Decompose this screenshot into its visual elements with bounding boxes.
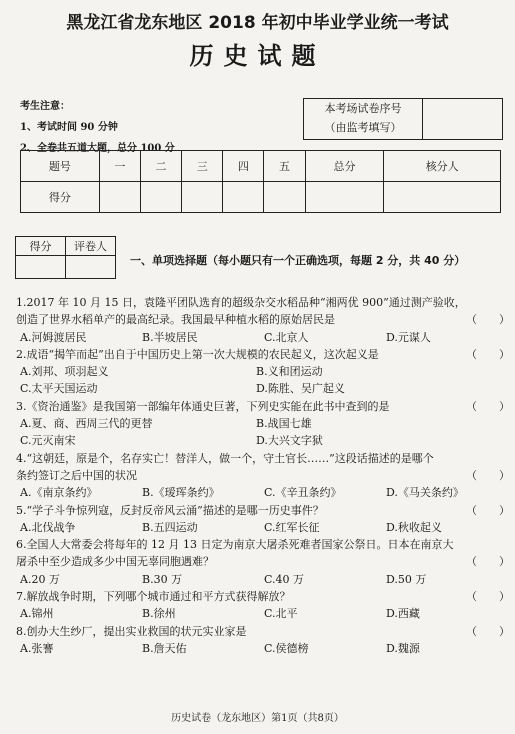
score-value-row — [21, 182, 501, 213]
seat-number-label — [304, 99, 423, 139]
seat-number-box — [303, 98, 503, 140]
answer-option: D.陈胜、吴广起义 — [256, 382, 345, 396]
answer-option: B.《瑷珲条约》 — [142, 486, 220, 500]
answer-paren: （ ） — [466, 347, 510, 361]
subject-title: 历史试题 — [189, 42, 326, 70]
score-cell — [99, 182, 140, 213]
answer-paren: （ ） — [466, 555, 510, 569]
answer-option: B.半坡居民 — [142, 330, 198, 344]
score-cell — [384, 182, 501, 213]
note-item: 1、考试时间 90 分钟 — [20, 122, 118, 133]
options-row — [16, 484, 506, 501]
seat-label-line2: （由监考填写） — [324, 121, 402, 134]
score-cell — [305, 182, 384, 213]
options-row — [16, 380, 506, 397]
question-text: 8.创办大生纱厂，提出实业救国的状元实业家是 — [16, 624, 247, 638]
question-stem — [16, 450, 506, 467]
question-text: 6.全国人大常委会将每年的 12 月 13 日定为南京大屠杀死难者国家公祭日。日本在南京大 — [16, 538, 454, 552]
score-header-cell: 核分人 — [384, 151, 501, 182]
question-text: 创造了世界水稻单产的最高纪录。我国最早种植水稻的原始居民是 — [16, 313, 335, 327]
score-header-cell: 三 — [182, 151, 223, 182]
answer-option: D.魏源 — [386, 641, 420, 655]
question-item — [16, 502, 510, 537]
grader-cell — [16, 256, 66, 279]
answer-option: C.北京人 — [264, 330, 309, 344]
answer-paren: （ ） — [466, 399, 510, 413]
section-title: 一、单项选择题（每小题只有一个正确选项，每题 2 分，共 40 分） — [130, 254, 466, 267]
answer-paren: （ ） — [466, 503, 510, 517]
question-text: 屠杀中至少造成多少中国无辜同胞遇难？ — [16, 555, 214, 569]
score-cell — [264, 182, 305, 213]
question-text: 7.解放战争时期，下列哪个城市通过和平方式获得解放？ — [16, 590, 291, 604]
question-stem — [16, 553, 510, 570]
answer-option: A.北伐战争 — [20, 520, 76, 534]
answer-option: B.五四运动 — [142, 520, 198, 534]
answer-option: A.20 万 — [20, 572, 60, 586]
question-item — [16, 346, 510, 398]
answer-option: B.徐州 — [142, 607, 176, 621]
question-stem — [16, 346, 510, 363]
question-item — [16, 398, 510, 450]
question-stem — [16, 623, 510, 640]
answer-option: D.元谋人 — [386, 330, 431, 344]
seat-label-line1: 本考场试卷序号 — [324, 102, 402, 115]
answer-option: C.侯德榜 — [264, 641, 309, 655]
score-cell — [182, 182, 223, 213]
options-row — [16, 415, 506, 432]
question-text: 3.《资治通鉴》是我国第一部编年体通史巨著，下列史实能在此书中查到的是 — [16, 399, 390, 413]
question-item — [16, 623, 510, 658]
answer-paren: （ ） — [466, 590, 510, 604]
score-header-cell: 题号 — [21, 151, 100, 182]
score-row-label: 得分 — [21, 182, 100, 213]
exam-title: 黑龙江省龙东地区 2018 年初中毕业学业统一考试 — [66, 13, 449, 33]
question-text: 1.2017 年 10 月 15 日，袁隆平团队选育的超级杂交水稻品种“湘两优 900”通过测产验收， — [16, 296, 466, 309]
answer-option: A.刘邦、项羽起义 — [20, 365, 109, 379]
score-header-cell: 五 — [264, 151, 305, 182]
options-row — [16, 605, 506, 622]
score-header-cell: 一 — [99, 151, 140, 182]
question-stem — [16, 502, 510, 519]
question-text: 条约签订之后中国的状况 — [16, 468, 137, 482]
answer-paren: （ ） — [466, 468, 510, 482]
question-stem — [16, 311, 510, 328]
grader-blank-row — [16, 256, 116, 279]
answer-option: C.北平 — [264, 607, 298, 621]
answer-option: A.河姆渡居民 — [20, 330, 87, 344]
options-row — [16, 363, 506, 380]
answer-option: B.义和团运动 — [256, 365, 323, 379]
question-stem — [16, 294, 506, 311]
score-header-cell: 四 — [223, 151, 264, 182]
answer-option: D.西藏 — [386, 607, 420, 621]
answer-paren: （ ） — [466, 313, 510, 327]
grader-header-row — [16, 237, 116, 256]
question-item — [16, 294, 510, 346]
options-row — [16, 571, 506, 588]
grader-box — [15, 236, 116, 279]
answer-paren: （ ） — [466, 624, 510, 638]
answer-option: D.秋收起义 — [386, 520, 442, 534]
question-item — [16, 450, 510, 502]
options-row — [16, 640, 506, 657]
score-header-row — [21, 151, 501, 182]
options-row — [16, 519, 506, 536]
question-item — [16, 588, 510, 623]
question-stem — [16, 467, 510, 484]
question-text: 4.“这朝廷，原是个，名存实亡！替洋人，做一个，守土官长……”这段话描述的是哪个 — [16, 451, 434, 465]
answer-option: D.《马关条约》 — [386, 486, 464, 500]
answer-option: A.张謇 — [20, 641, 54, 655]
notes-heading: 考生注意： — [20, 101, 70, 112]
options-row — [16, 329, 506, 346]
score-table — [20, 150, 501, 213]
score-header-cell: 二 — [140, 151, 181, 182]
grader-cell — [66, 256, 116, 279]
answer-option: B.30 万 — [142, 572, 183, 586]
question-stem — [16, 588, 510, 605]
question-text: 2.成语“揭竿而起”出自于中国历史上第一次大规模的农民起义，这次起义是 — [16, 347, 379, 361]
answer-option: C.40 万 — [264, 572, 305, 586]
answer-option: B.詹天佑 — [142, 641, 187, 655]
question-stem — [16, 398, 510, 415]
answer-option: A.夏、商、西周三代的更替 — [20, 417, 153, 431]
note-item: 2、全卷共五道大题，总分 100 分 — [20, 143, 175, 154]
score-cell — [223, 182, 264, 213]
grader-header-cell: 得分 — [16, 237, 66, 256]
score-header-cell: 总分 — [305, 151, 384, 182]
score-cell — [140, 182, 181, 213]
answer-option: C.《辛丑条约》 — [264, 486, 342, 500]
question-text: 5.“学子斗争惊列寇，反封反帝风云涌”描述的是哪一历史事件？ — [16, 503, 324, 517]
answer-option: B.战国七雄 — [256, 417, 312, 431]
answer-option: D.大兴文字狱 — [256, 434, 323, 448]
question-list — [16, 294, 510, 657]
answer-option: C.太平天国运动 — [20, 382, 98, 396]
answer-option: C.红军长征 — [264, 520, 320, 534]
answer-option: C.元灭南宋 — [20, 434, 76, 448]
page-footer: 历史试卷（龙东地区）第1页（共8页） — [171, 713, 344, 724]
answer-option: A.《南京条约》 — [20, 486, 98, 500]
options-row — [16, 432, 506, 449]
answer-option: A.锦州 — [20, 607, 54, 621]
question-stem — [16, 536, 506, 553]
answer-option: D.50 万 — [386, 572, 427, 586]
grader-header-cell: 评卷人 — [66, 237, 116, 256]
question-item — [16, 536, 510, 588]
